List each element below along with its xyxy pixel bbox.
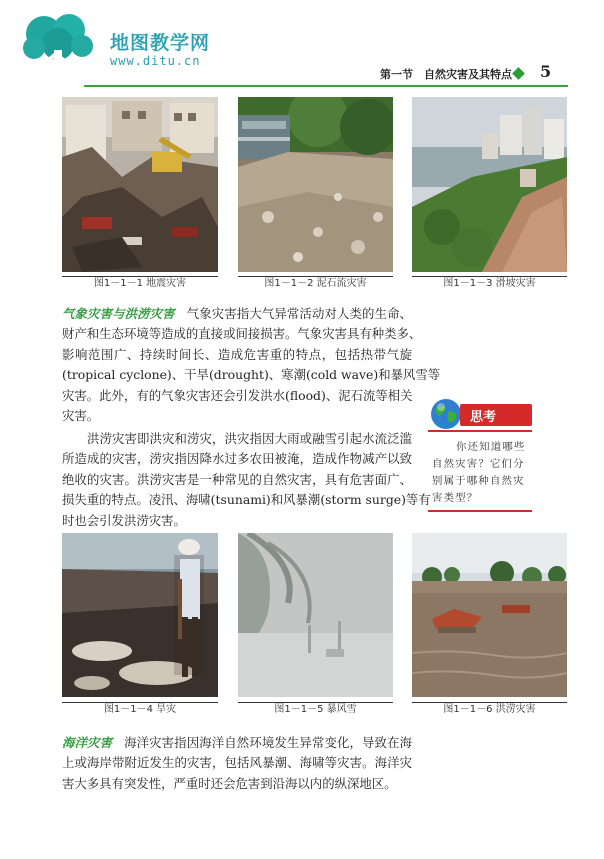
paragraph-line: 灾害。此外，有的气象灾害还会引发洪水(flood)、泥石流等相关 <box>62 387 413 403</box>
figure-caption: 图1－1－5 暴风雪 <box>274 704 357 715</box>
diamond-icon <box>512 67 525 80</box>
blizzard-photo <box>238 533 393 697</box>
paragraph-line: 损失重的特点。凌汛、海啸(tsunami)和风暴潮(storm surge)等有 <box>62 492 431 508</box>
figure-caption: 图1－1－6 洪涝灾害 <box>443 704 536 715</box>
figure-caption: 图1－1－1 地震灾害 <box>93 278 187 289</box>
section-title: 第一节 自然灾害及其特点 <box>380 68 512 81</box>
paragraph-line: 气象灾害指大气异常活动对人类的生命、 <box>186 306 413 321</box>
think-rule-bottom <box>428 510 532 512</box>
drought-photo <box>62 533 218 697</box>
globe-icon <box>430 398 462 430</box>
paragraph-line: 上或海岸带附近发生的灾害，包括风暴潮、海啸等灾害。海洋灾 <box>62 755 412 771</box>
header-rule <box>84 85 568 87</box>
ocean-paragraph <box>62 733 412 794</box>
landslide-image <box>412 97 567 272</box>
ocean-heading: 海洋灾害 <box>62 735 113 750</box>
think-question <box>432 439 532 507</box>
flood-image <box>412 533 567 697</box>
think-label: 思考 <box>470 410 497 425</box>
paragraph-line: 洪涝灾害即洪灾和涝灾，洪灾指因大雨或融雪引起水流泛滥 <box>87 431 412 446</box>
paragraph-line: 所造成的灾害，涝灾指因降水过多农田被淹，造成作物减产以致 <box>62 451 412 467</box>
flood-paragraph <box>62 429 431 531</box>
think-line: 害类型？ <box>432 492 479 504</box>
tree-logo-icon <box>14 12 106 74</box>
page-number: 5 <box>540 62 552 81</box>
think-line: 你还知道哪些 <box>456 441 526 453</box>
paragraph-line: 害大多具有突发性，严重时还会危害到沿海以内的纵深地区。 <box>62 775 397 791</box>
paragraph-line: 绝收的灾害。洪涝灾害是一种常见的自然灾害，具有危害面广、 <box>62 471 412 487</box>
think-line: 自然灾害？它们分 <box>432 458 525 470</box>
debris-flow-image <box>238 97 393 272</box>
paragraph-line: 影响范围广、持续时间长、造成危害重的特点，包括热带气旋 <box>62 346 412 362</box>
paragraph-line: 财产和生态环境等造成的直接或间接损害。气象灾害具有种类多、 <box>62 326 422 342</box>
watermark-logo <box>14 12 214 74</box>
figure-caption: 图1－1－4 旱灾 <box>103 704 177 715</box>
think-line: 别属于哪种自然灾 <box>432 475 525 487</box>
figure-caption: 图1－1－3 滑坡灾害 <box>443 278 536 289</box>
think-rule-top <box>428 430 532 432</box>
paragraph-line: 灾害。 <box>62 408 100 424</box>
meteorological-heading: 气象灾害与洪涝灾害 <box>62 306 175 321</box>
watermark-url: www.ditu.cn <box>110 54 201 68</box>
earthquake-image <box>62 97 218 272</box>
debris-flow-photo <box>238 97 393 272</box>
paragraph-line: (tropical cyclone)、干旱(drought)、寒潮(cold wave)和暴风雪等 <box>62 367 441 383</box>
blizzard-image <box>238 533 393 697</box>
paragraph-line: 时也会引发洪涝灾害。 <box>62 512 186 528</box>
watermark-title: 地图教学网 <box>110 32 211 54</box>
flood-photo <box>412 533 567 697</box>
earthquake-photo <box>62 97 218 272</box>
drought-image <box>62 533 218 697</box>
landslide-photo <box>412 97 567 272</box>
meteorological-paragraph <box>62 304 441 426</box>
paragraph-line: 海洋灾害指因海洋自然环境发生异常变化，导致在海 <box>124 735 412 750</box>
figure-caption: 图1－1－2 泥石流灾害 <box>264 278 367 289</box>
